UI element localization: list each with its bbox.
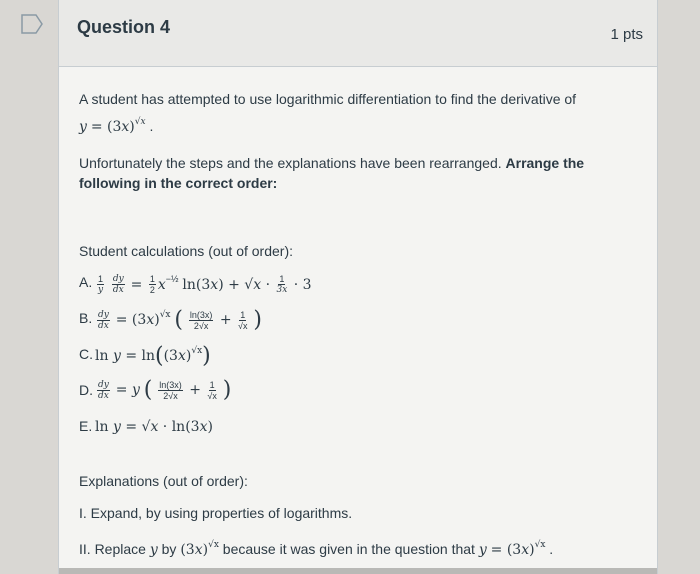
calc-item-c <box>79 339 635 369</box>
explanations-heading: Explanations (out of order): <box>79 473 248 489</box>
calc-item-a <box>79 267 635 297</box>
instructions-plain: Unfortunately the steps and the explanations have been rearranged. <box>79 155 506 171</box>
explanation-text: Expand, by using properties of logarithms. <box>90 505 353 521</box>
explanation-label: I. <box>79 505 87 521</box>
instructions-bold: Arrange the following in the correct order: <box>79 155 585 191</box>
explanation-item-i <box>79 503 635 523</box>
bottom-divider <box>59 568 657 574</box>
question-body <box>59 67 657 560</box>
calc-item-e <box>79 411 635 441</box>
explanation-text: Replace y by $(3x)^{√x}$ because it was given in the question that $y = (3x)^{√x}$ . <box>94 540 554 558</box>
calc-label: D. <box>79 382 93 398</box>
question-card <box>58 0 658 574</box>
bookmark-flag-icon[interactable] <box>19 13 45 35</box>
explanation-item-ii <box>79 535 635 560</box>
instructions <box>79 153 635 193</box>
intro-equation: $y = (3x)^{√x}$ . <box>79 117 154 135</box>
intro-text: A student has attempted to use logarithmic differentiation to find the derivative of <box>79 91 577 107</box>
calc-label: C. <box>79 346 93 362</box>
question-header <box>59 0 657 67</box>
question-title: Question 4 <box>77 17 171 37</box>
calc-item-d <box>79 375 635 405</box>
question-points: 1 pts <box>610 26 643 43</box>
calc-expr: $\frac{1}{y}$ $\frac{dy}{dx}$ = $\frac{1}{2}$ $x^{-\frac{1}{2}}$ ln(3x) + √x · $\frac{1}{3x}$ · 3 <box>97 273 312 296</box>
calc-expr: ln y = √x · ln(3x) <box>95 418 213 435</box>
calc-expr: $\frac{dy}{dx}$ = $(3x)^{√x}$ ( $\frac{\ln(3x)}{2√x}$ + $\frac{1}{√x}$ ) <box>98 307 262 333</box>
calculations-heading: Student calculations (out of order): <box>79 243 294 259</box>
calc-item-b <box>79 303 635 333</box>
calc-label: E. <box>79 418 93 434</box>
calc-label: B. <box>79 310 93 326</box>
calc-expr: $\ln y = \ln((3x)^{√x})$ <box>95 343 211 369</box>
calc-label: A. <box>79 274 93 290</box>
calc-expr: $\frac{dy}{dx}$ = y ( $\frac{\ln(3x)}{2√x}$ + $\frac{1}{√x}$ ) <box>98 377 232 403</box>
explanation-label: II. <box>79 541 91 557</box>
